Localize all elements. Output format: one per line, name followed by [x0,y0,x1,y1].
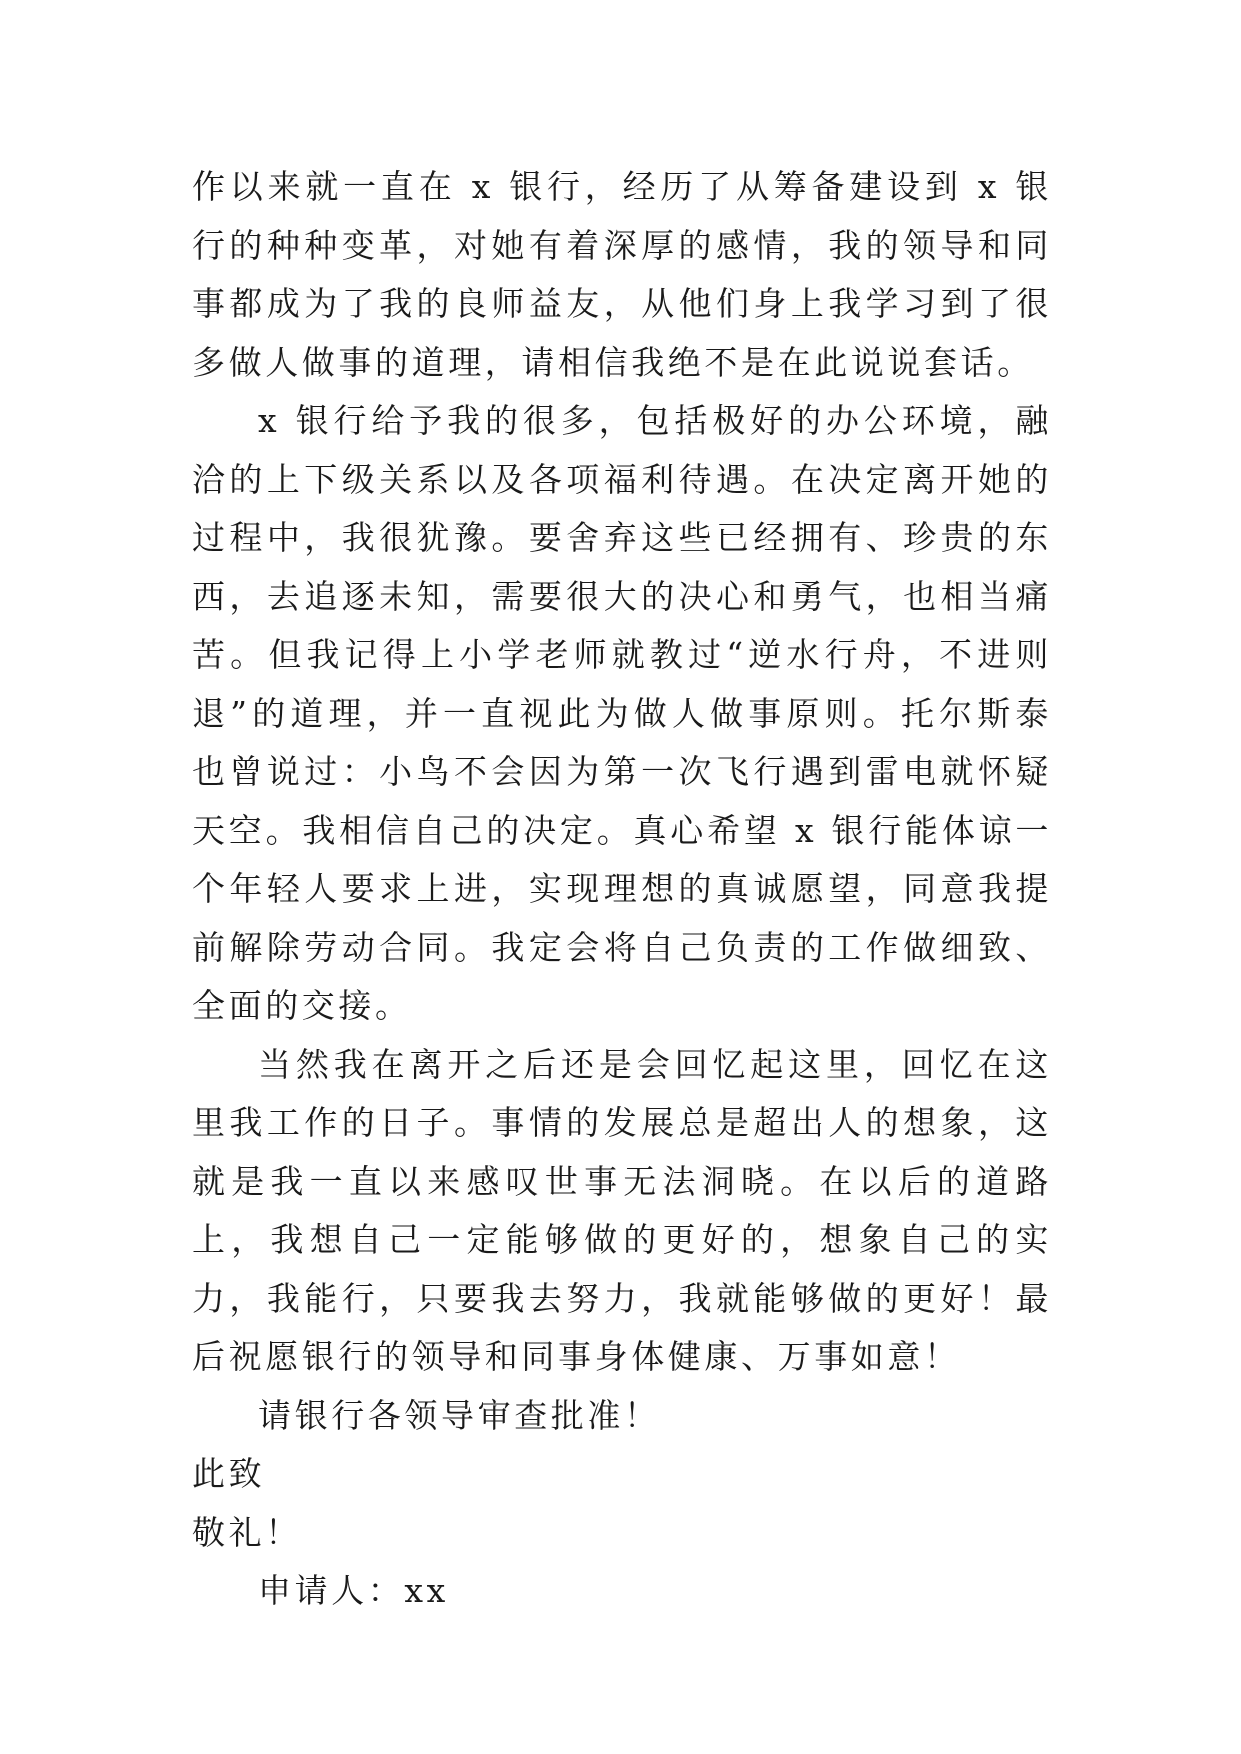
closing-regards: 敬礼！ [192,1512,302,1552]
paragraph-request-approval: 请银行各领导审查批准！ [258,1395,661,1435]
paragraph-continuation: 作以来就一直在 x 银行，经历了从筹备建设到 x 银行的种种变革，对她有着深厚的感情，我的领导和同事都成为了我的良师益友，从他们身上我学习到了很多做人做事的道理，请相信我绝不是在此说说套话。 [192,167,1052,382]
applicant-signature: 申请人：xx [258,1571,449,1610]
letter-body [192,158,1052,1621]
closing-salutation: 此致 [192,1454,266,1493]
paragraph-memories: 当然我在离开之后还是会回忆起这里，回忆在这里我工作的日子。事情的发展总是超出人的想象，这就是我一直以来感叹世事无法洞晓。在以后的道路上，我想自己一定能够做的更好的，想象自己的实力，我能行，只要我去努力，我就能够做的更好！最后祝愿银行的领导和同事身体健康、万事如意！ [192,1044,1052,1376]
paragraph-bank-gave: x 银行给予我的很多，包括极好的办公环境，融洽的上下级关系以及各项福利待遇。在决定离开她的过程中，我很犹豫。要舍弃这些已经拥有、珍贵的东西，去追逐未知，需要很大的决心和勇气，也相当痛苦。但我记得上小学老师就教过“逆水行舟，不进则退”的道理，并一直视此为做人做事原则。托尔斯泰也曾说过：小鸟不会因为第一次飞行遇到雷电就怀疑天空。我相信自己的决定。真心希望 x 银行能体谅一个年轻人要求上进，实现理想的真诚愿望，同意我提前解除劳动合同。我定会将自己负责的工作做细致、全面的交接。 [192,401,1052,1025]
